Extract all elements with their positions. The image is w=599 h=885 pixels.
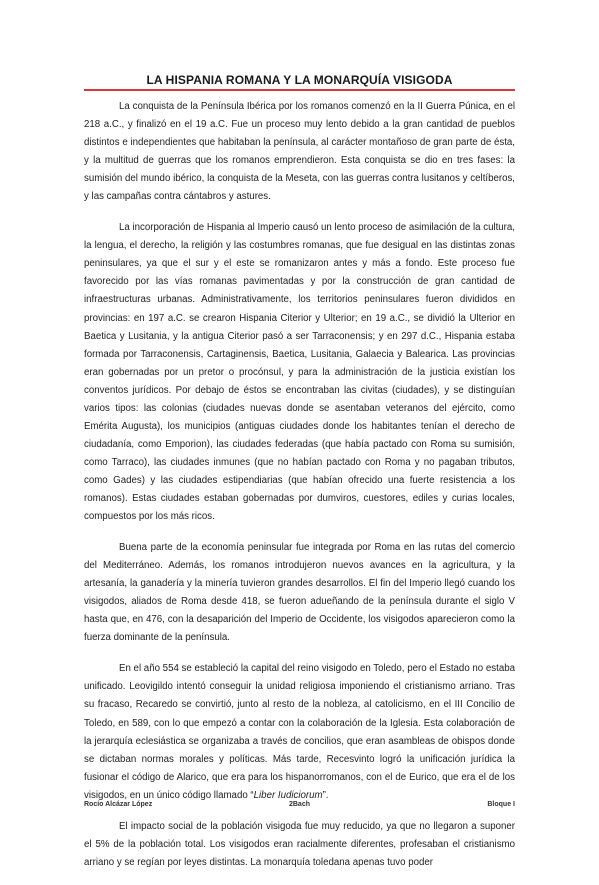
footer-author: Rocío Alcázar López xyxy=(84,801,153,808)
footer-course: 2Bach xyxy=(288,801,310,808)
document-body xyxy=(84,98,515,885)
page-footer xyxy=(84,801,515,815)
paragraph-reino-visigodo: En el año 554 se estableció la capital del reino visigodo en Toledo, pero el Estado no estaba unificado. Leovigildo intentó conseguir la unidad religiosa imponiendo el cristianismo arriano. Tras su fracaso, Recaredo se convirtió, junto al resto de la nobleza, al catolicismo, en el III Concilio de Toledo, en 589, con lo que empezó a contar con la colaboración de la Iglesia. Esta colaboración de la jerarquía eclesiástica se organizaba a través de concilios, que eran asambleas de obispos donde se dictaban normas morales y políticas. Más tarde, Recesvinto logró la unificación jurídica la fusionar el código de Alarico, que era para los hispanorromanos, con el de Eurico, que era el de los visigodos, en un único código llamado “Liber Iudiciorum”. xyxy=(84,663,515,801)
paragraph-romanizacion: La incorporación de Hispania al Imperio causó un lento proceso de asimilación de la cultura, la lengua, el derecho, la religión y las costumbres romanas, que fue desigual en las distintas zonas peninsulares, ya que el sur y el este se romanizaron antes y más a fondo. Este proceso fue favorecido por las vías romanas pavimentadas y por la construcción de gran cantidad de infraestructuras urbanas. Administrativamente, los territorios peninsulares fueron divididos en provincias: en 197 a.C. se crearon Hispania Citerior y Ulterior; en 19 a.C., se dividió la Ulterior en Baetica y Lusitania, y la antigua Citerior pasó a ser Tarraconensis; y en 297 d.C., Hispania estaba formada por Tarraconensis, Cartaginensis, Baetica, Lusitania, Galaecia y Balearica. Las provincias eran gobernadas por un pretor o procónsul, y para la administración de la justicia existían los conventos jurídicos. Por debajo de éstos se encontraban las civitas (ciudades), y se distinguían varios tipos: las colonias (ciudades nuevas donde se asentaban veteranos del ejército, como Emérita Augusta), los municipios (antiguas ciudades donde los habitantes tenían el derecho de ciudadanía, como Emporion), las ciudades federadas (que había pactado con Roma su sumisión, como Tarraco), las ciudades inmunes (que no habían pactado con Roma y no pagaban tributos, como Gades) y las ciudades estipendiarias (que habían ofrecido una fuerte resistencia a los romanos). Estas ciudades estaban gobernadas por dumviros, cuestores, ediles y curias locales, compuestos por los más ricos. xyxy=(84,222,515,523)
footer-section: Bloque I xyxy=(487,801,515,808)
code-name-italic: Liber Iudiciorum xyxy=(253,789,323,801)
paragraph-impacto-social: El impacto social de la población visigoda fue muy reducido, ya que no llegaron a suponer el 5% de la población total. Los visigodos eran racialmente diferentes, profesaban el cristianismo arriano y se regían por leyes distintas. La monarquía toledana apenas tuvo poder xyxy=(84,820,515,868)
document-title: LA HISPANIA ROMANA Y LA MONARQUÍA VISIGODA xyxy=(146,73,453,87)
paragraph-economia: Buena parte de la economía peninsular fue integrada por Roma en las rutas del comercio del Mediterráneo. Además, los romanos introdujeron nuevos avances en la agricultura, y la artesanía, la ganadería y la minería tuvieron grandes desarrollos. El fin del Imperio llegó cuando los visigodos, aliados de Roma desde 418, se fueron adueñando de la península durante el siglo V hasta que, en 476, con la desaparición del Imperio de Occidente, los visigodos aparecieron como la fuerza dominante de la península. xyxy=(84,542,515,644)
paragraph-conquista: La conquista de la Península Ibérica por los romanos comenzó en la II Guerra Púnica, en el 218 a.C., y finalizó en el 19 a.C. Fue un proceso muy lento debido a la gran cantidad de pueblos distintos e independientes que habitaban la península, al carácter montañoso de gran parte de ésta, y la multitud de guerras que los romanos emprendieron. Esta conquista se dio en tres fases: la sumisión del mundo ibérico, la conquista de la Meseta, con las guerras contra lusitanos y celtíberos, y las campañas contra cántabros y astures. xyxy=(84,101,515,203)
title-underline xyxy=(84,89,515,91)
